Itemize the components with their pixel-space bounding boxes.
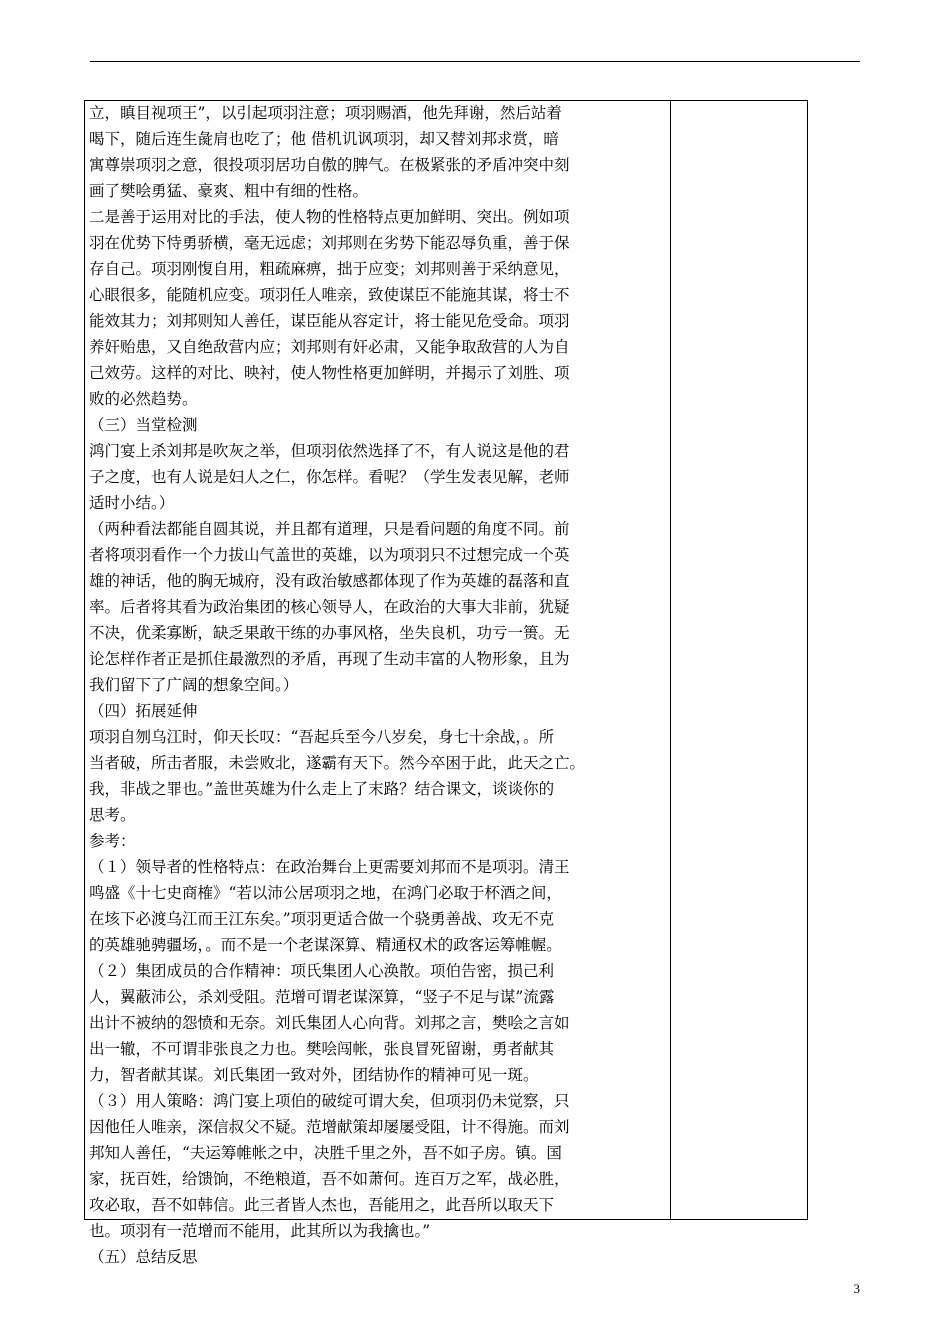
page-number: 3 xyxy=(853,1281,860,1296)
text-line: 寓尊崇项羽之意，很投项羽居功自傲的脾气。在极紧张的矛盾冲突中刻 xyxy=(89,156,570,174)
text-line: 己效劳。这样的对比、映衬，使人物性格更加鲜明，并揭示了刘胜、项 xyxy=(89,364,570,382)
text-line: 子之度，也有人说是妇人之仁，你怎样。看呢？（学生发表见解，老师 xyxy=(89,468,570,486)
table-column-divider xyxy=(670,100,671,1220)
text-line: 雄的神话，他的胸无城府，没有政治敏感都体现了作为英雄的磊落和直 xyxy=(89,572,570,590)
text-line: （２）集团成员的合作精神：项氏集团人心涣散。项伯告密，损己利 xyxy=(89,962,555,980)
text-line: （３）用人策略：鸿门宴上项伯的破绽可谓大矣，但项羽仍未觉察，只 xyxy=(89,1092,570,1110)
text-line: 画了樊哙勇猛、豪爽、粗中有细的性格。 xyxy=(89,182,369,200)
header-rule xyxy=(90,61,860,62)
text-line: 鸿门宴上杀刘邦是吹灰之举，但项羽依然选择了不，有人说这是他的君 xyxy=(89,442,570,460)
text-line: 当者破，所击者服，未尝败北，遂霸有天下。然今卒困于此，此天之亡。 xyxy=(89,754,586,772)
text-line: （１）领导者的性格特点：在政治舞台上更需要刘邦而不是项羽。清王 xyxy=(89,858,570,876)
text-line: 在垓下必渡乌江而王江东矣。”项羽更适合做一个骁勇善战、攻无不克 xyxy=(89,910,555,928)
text-line: 项羽自刎乌江时，仰天长叹：“吾起兵至今八岁矣，身七十余战，。所 xyxy=(89,728,555,746)
text-line: （四）拓展延伸 xyxy=(89,702,198,720)
text-line: （两种看法都能自圆其说，并且都有道理，只是看问题的角度不同。前 xyxy=(89,520,570,538)
text-line: 论怎样作者正是抓住最激烈的矛盾，再现了生动丰富的人物形象，且为 xyxy=(89,650,570,668)
text-line: 我们留下了广阔的想象空间。） xyxy=(89,676,299,694)
text-line: 人，翼蔽沛公，杀刘受阻。范增可谓老谋深算，“竖子不足与谋”流露 xyxy=(89,988,555,1006)
text-line: 喝下，随后连生彘肩也吃了；他 借机讥讽项羽，却又替刘邦求赏，暗 xyxy=(89,130,559,148)
text-line: 存自己。项羽刚愎自用，粗疏麻痹，拙于应变；刘邦则善于采纳意见， xyxy=(89,260,570,278)
text-line: 能效其力；刘邦则知人善任，谋臣能从容定计，将士能见危受命。项羽 xyxy=(89,312,570,330)
text-line: （五）总结反思 xyxy=(89,1248,198,1266)
text-line: 的英雄驰骋疆场，。而不是一个老谋深算、精通权术的政客运筹帷幄。 xyxy=(89,936,562,954)
text-line: 二是善于运用对比的手法，使人物的性格特点更加鲜明、突出。例如项 xyxy=(89,208,570,226)
text-line: 攻必取，吾不如韩信。此三者皆人杰也，吾能用之，此吾所以取天下 xyxy=(89,1196,555,1214)
text-line: 家，抚百姓，给馈饷，不绝粮道，吾不如萧何。连百万之军，战必胜， xyxy=(89,1170,570,1188)
text-line: 养奸贻患，又自绝敌营内应；刘邦则有奸必肃，又能争取敌营的人为自 xyxy=(89,338,570,356)
text-line: 适时小结。） xyxy=(89,494,175,512)
text-line: 不决，优柔寡断，缺乏果敢干练的办事风格，坐失良机，功亏一篑。无 xyxy=(89,624,570,642)
text-line: 率。后者将其看为政治集团的核心领导人，在政治的大事大非前，犹疑 xyxy=(89,598,570,616)
text-line: 也。项羽有一范增而不能用，此其所以为我擒也。” xyxy=(89,1222,431,1240)
text-line: 力，智者献其谋。刘氏集团一致对外，团结协作的精神可见一斑。 xyxy=(89,1066,539,1084)
text-line: 思考。 xyxy=(89,806,136,824)
text-line: 立，瞋目视项王”，以引起项羽注意；项羽赐酒，他先拜谢，然后站着 xyxy=(89,104,562,122)
text-line: 参考： xyxy=(89,832,136,850)
text-line: 出计不被纳的怨愤和无奈。刘氏集团人心向背。刘邦之言，樊哙之言如 xyxy=(89,1014,570,1032)
text-line: （三）当堂检测 xyxy=(89,416,198,434)
text-line: 我，非战之罪也。”盖世英雄为什么走上了末路？结合课文，谈谈你的 xyxy=(89,780,555,798)
text-line: 败的必然趋势。 xyxy=(89,390,198,408)
text-line: 羽在优势下恃勇骄横，毫无远虑；刘邦则在劣势下能忍辱负重，善于保 xyxy=(89,234,570,252)
table-cell-content xyxy=(89,100,665,1270)
text-line: 者将项羽看作一个力拔山气盖世的英雄，以为项羽只不过想完成一个英 xyxy=(89,546,570,564)
text-line: 邦知人善任，“夫运筹帷帐之中，决胜千里之外，吾不如子房。镇。国 xyxy=(89,1144,562,1162)
text-line: 出一辙，不可谓非张良之力也。樊哙闯帐，张良冒死留谢，勇者献其 xyxy=(89,1040,555,1058)
text-line: 因他任人唯亲，深信叔父不疑。范增献策却屡屡受阻，计不得施。而刘 xyxy=(89,1118,570,1136)
text-line: 鸣盛《十七史商榷》“若以沛公居项羽之地，在鸿门必取于杯酒之间， xyxy=(89,884,562,902)
text-line: 心眼很多，能随机应变。项羽任人唯亲，致使谋臣不能施其谋，将士不 xyxy=(89,286,570,304)
